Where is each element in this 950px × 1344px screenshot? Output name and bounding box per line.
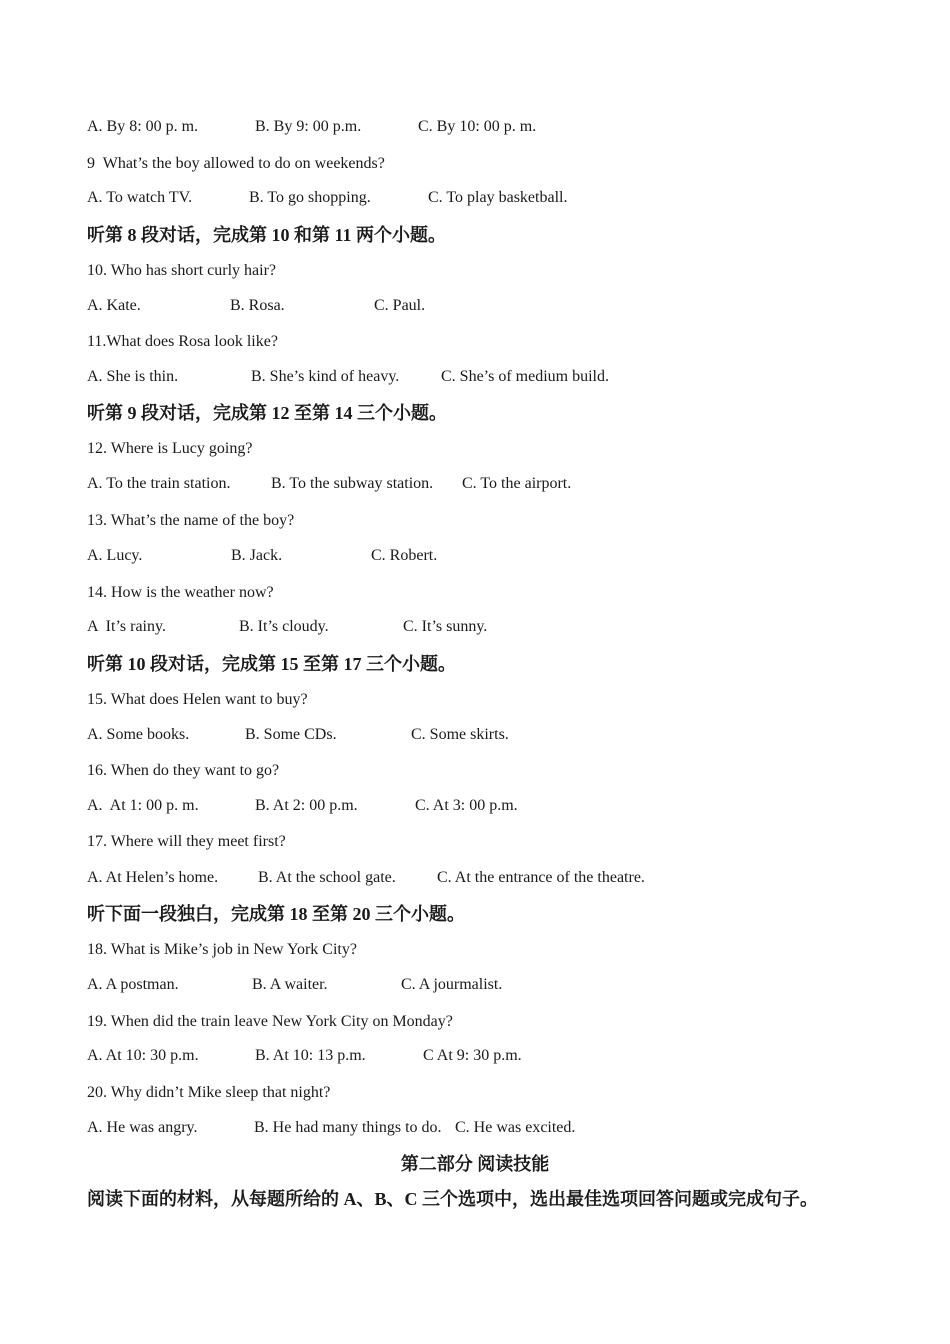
- section-heading: 听第 10 段对话，完成第 15 至第 17 三个小题。: [87, 654, 456, 674]
- answer-option: C. To play basketball.: [428, 189, 568, 206]
- question-text: 20. Why didn’t Mike sleep that night?: [87, 1084, 331, 1101]
- part-title: 第二部分 阅读技能: [400, 1154, 550, 1174]
- answer-option: A. To the train station.: [87, 475, 231, 492]
- question-text: 14. How is the weather now?: [87, 584, 274, 601]
- answer-option: B. He had many things to do.: [254, 1119, 442, 1136]
- answer-option: C. Robert.: [371, 547, 438, 564]
- question-text: 18. What is Mike’s job in New York City?: [87, 941, 357, 958]
- answer-option: A. He was angry.: [87, 1119, 198, 1136]
- question-text: 13. What’s the name of the boy?: [87, 512, 295, 529]
- question-text: 9 What’s the boy allowed to do on weekends?: [87, 155, 385, 172]
- answer-option: B. To the subway station.: [271, 475, 434, 492]
- answer-option: B. At 2: 00 p.m.: [255, 797, 358, 814]
- answer-option: B. She’s kind of heavy.: [251, 368, 400, 385]
- answer-option: C. It’s sunny.: [403, 618, 488, 635]
- answer-option: A. Lucy.: [87, 547, 143, 564]
- answer-option: B. A waiter.: [252, 976, 328, 993]
- answer-option: B. Jack.: [231, 547, 283, 564]
- answer-option: C. By 10: 00 p. m.: [418, 118, 537, 135]
- answer-option: C At 9: 30 p.m.: [423, 1047, 522, 1064]
- section-heading: 听第 9 段对话，完成第 12 至第 14 三个小题。: [87, 403, 447, 423]
- answer-option: B. It’s cloudy.: [239, 618, 329, 635]
- question-text: 12. Where is Lucy going?: [87, 440, 253, 457]
- answer-option: C. He was excited.: [455, 1119, 576, 1136]
- question-text: 17. Where will they meet first?: [87, 833, 286, 850]
- answer-option: B. By 9: 00 p.m.: [255, 118, 362, 135]
- answer-option: A. At 1: 00 p. m.: [87, 797, 199, 814]
- answer-option: C. Some skirts.: [411, 726, 509, 743]
- answer-option: C. She’s of medium build.: [441, 368, 609, 385]
- question-text: 15. What does Helen want to buy?: [87, 691, 308, 708]
- question-text: 16. When do they want to go?: [87, 762, 280, 779]
- answer-option: A. A postman.: [87, 976, 179, 993]
- section-heading: 听第 8 段对话，完成第 10 和第 11 两个小题。: [87, 225, 447, 245]
- answer-option: B. At the school gate.: [258, 869, 396, 886]
- answer-option: A. Some books.: [87, 726, 190, 743]
- answer-option: B. To go shopping.: [249, 189, 371, 206]
- question-text: 11.What does Rosa look like?: [87, 333, 278, 350]
- answer-option: C. A jourmalist.: [401, 976, 503, 993]
- question-text: 10. Who has short curly hair?: [87, 262, 276, 279]
- answer-option: A. Kate.: [87, 297, 141, 314]
- answer-option: B. Some CDs.: [245, 726, 337, 743]
- answer-option: A. To watch TV.: [87, 189, 193, 206]
- section-heading: 阅读下面的材料，从每题所给的 A、B、C 三个选项中，选出最佳选项回答问题或完成句子。: [87, 1189, 818, 1209]
- answer-option: C. To the airport.: [462, 475, 572, 492]
- answer-option: A It’s rainy.: [87, 618, 166, 635]
- answer-option: A. At Helen’s home.: [87, 869, 219, 886]
- answer-option: C. At 3: 00 p.m.: [415, 797, 518, 814]
- answer-option: B. Rosa.: [230, 297, 285, 314]
- answer-option: C. Paul.: [374, 297, 426, 314]
- answer-option: A. By 8: 00 p. m.: [87, 118, 199, 135]
- answer-option: B. At 10: 13 p.m.: [255, 1047, 366, 1064]
- answer-option: A. At 10: 30 p.m.: [87, 1047, 199, 1064]
- answer-option: C. At the entrance of the theatre.: [437, 869, 645, 886]
- answer-option: A. She is thin.: [87, 368, 179, 385]
- question-text: 19. When did the train leave New York City on Monday?: [87, 1013, 453, 1030]
- section-heading: 听下面一段独白，完成第 18 至第 20 三个小题。: [87, 904, 465, 924]
